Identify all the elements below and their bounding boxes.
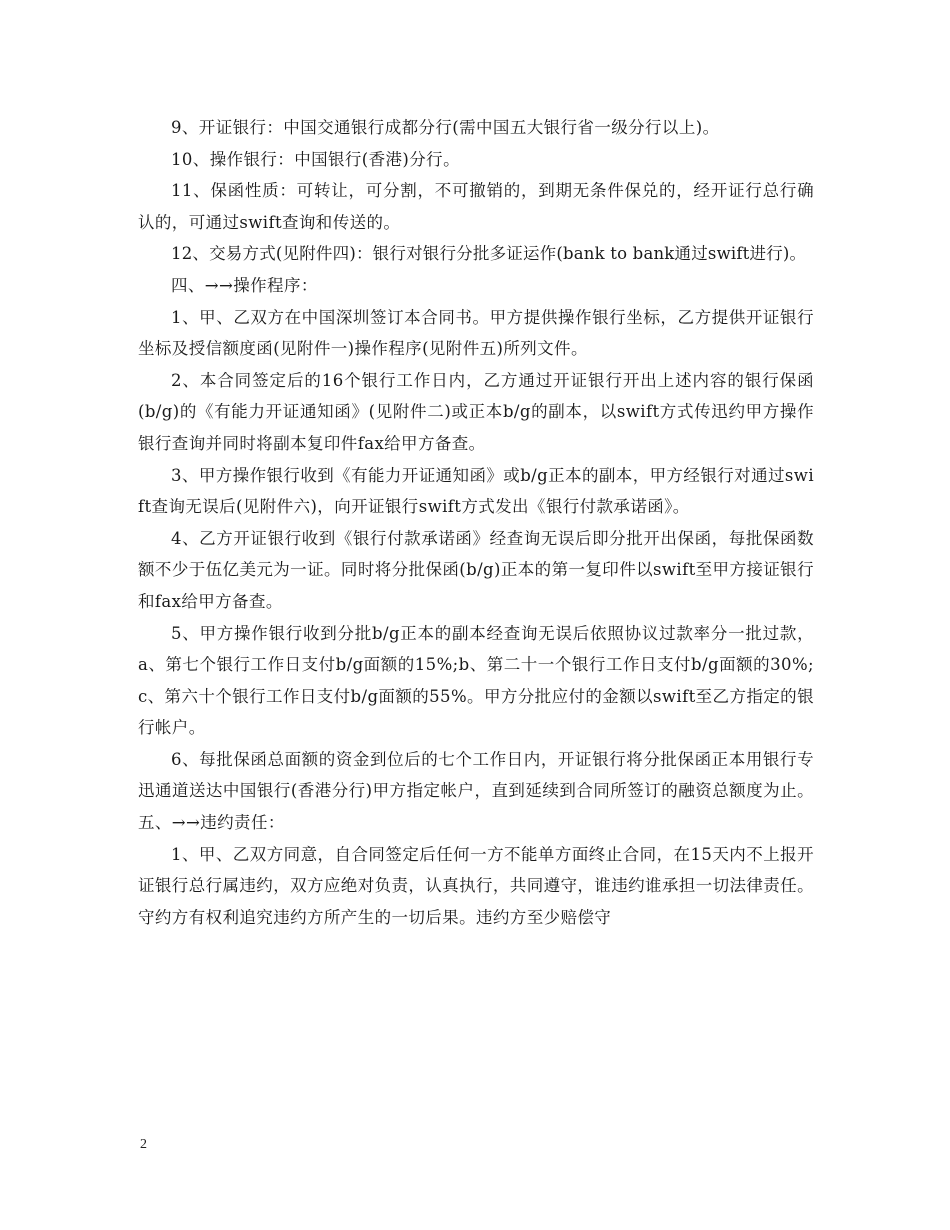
paragraph-procedure-3: 3、甲方操作银行收到《有能力开证通知函》或b/g正本的副本，甲方经银行对通过swift查询无误后(见附件六)，向开证银行swift方式发出《银行付款承诺函》。 [138,465,814,517]
paragraph-procedure-5: 5、甲方操作银行收到分批b/g正本的副本经查询无误后依照协议过款率分一批过款，a、第七个银行工作日支付b/g面额的15%;b、第二十一个银行工作日支付b/g面额的30%;c、第六十个银行工作日支付b/g面额的55%。甲方分批应付的金额以swift至乙方指定的银行帐户。 [138,623,814,738]
paragraph-guarantee-nature: 11、保函性质：可转让，可分割，不可撤销的，到期无条件保兑的，经开证行总行确认的，可通过swift查询和传送的。 [138,181,814,232]
paragraph-procedure-2: 2、本合同签定后的16个银行工作日内，乙方通过开证银行开出上述内容的银行保函(b/g)的《有能力开证通知函》(见附件二)或正本b/g的副本，以swift方式传迅约甲方操作银行查询并同时将副本复印件fax给甲方备查。 [138,370,814,453]
section-heading-procedure: 四、→→操作程序： [171,275,318,295]
paragraph-procedure-1: 1、甲、乙双方在中国深圳签订本合同书。甲方提供操作银行坐标，乙方提供开证银行坐标及授信额度函(见附件一)操作程序(见附件五)所列文件。 [138,307,814,359]
paragraph-procedure-6: 6、每批保函总面额的资金到位后的七个工作日内，开证银行将分批保函正本用银行专迅通道送达中国银行(香港分行)甲方指定帐户，直到延续到合同所签订的融资总额度为止。五、→→违约责任： [138,749,814,833]
page-number: 2 [140,1137,147,1152]
paragraph-procedure-4: 4、乙方开证银行收到《银行付款承诺函》经查询无误后即分批开出保函，每批保函数额不少于伍亿美元为一证。同时将分批保函(b/g)正本的第一复印件以swift至甲方接证银行和fax给甲方备查。 [138,528,814,611]
document-body [138,112,814,933]
paragraph-operating-bank: 10、操作银行：中国银行(香港)分行。 [171,149,460,169]
paragraph-transaction-method: 12、交易方式(见附件四)：银行对银行分批多证运作(bank to bank通过swift进行)。 [171,244,807,264]
paragraph-breach-1: 1、甲、乙双方同意，自合同签定后任何一方不能单方面终止合同，在15天内不上报开证银行总行属违约，双方应绝对负责，认真执行，共同遵守，谁违约谁承担一切法律责任。守约方有权利追究违约方所产生的一切后果。违约方至少赔偿守 [138,844,814,927]
paragraph-issuing-bank: 9、开证银行：中国交通银行成都分行(需中国五大银行省一级分行以上)。 [171,118,720,137]
